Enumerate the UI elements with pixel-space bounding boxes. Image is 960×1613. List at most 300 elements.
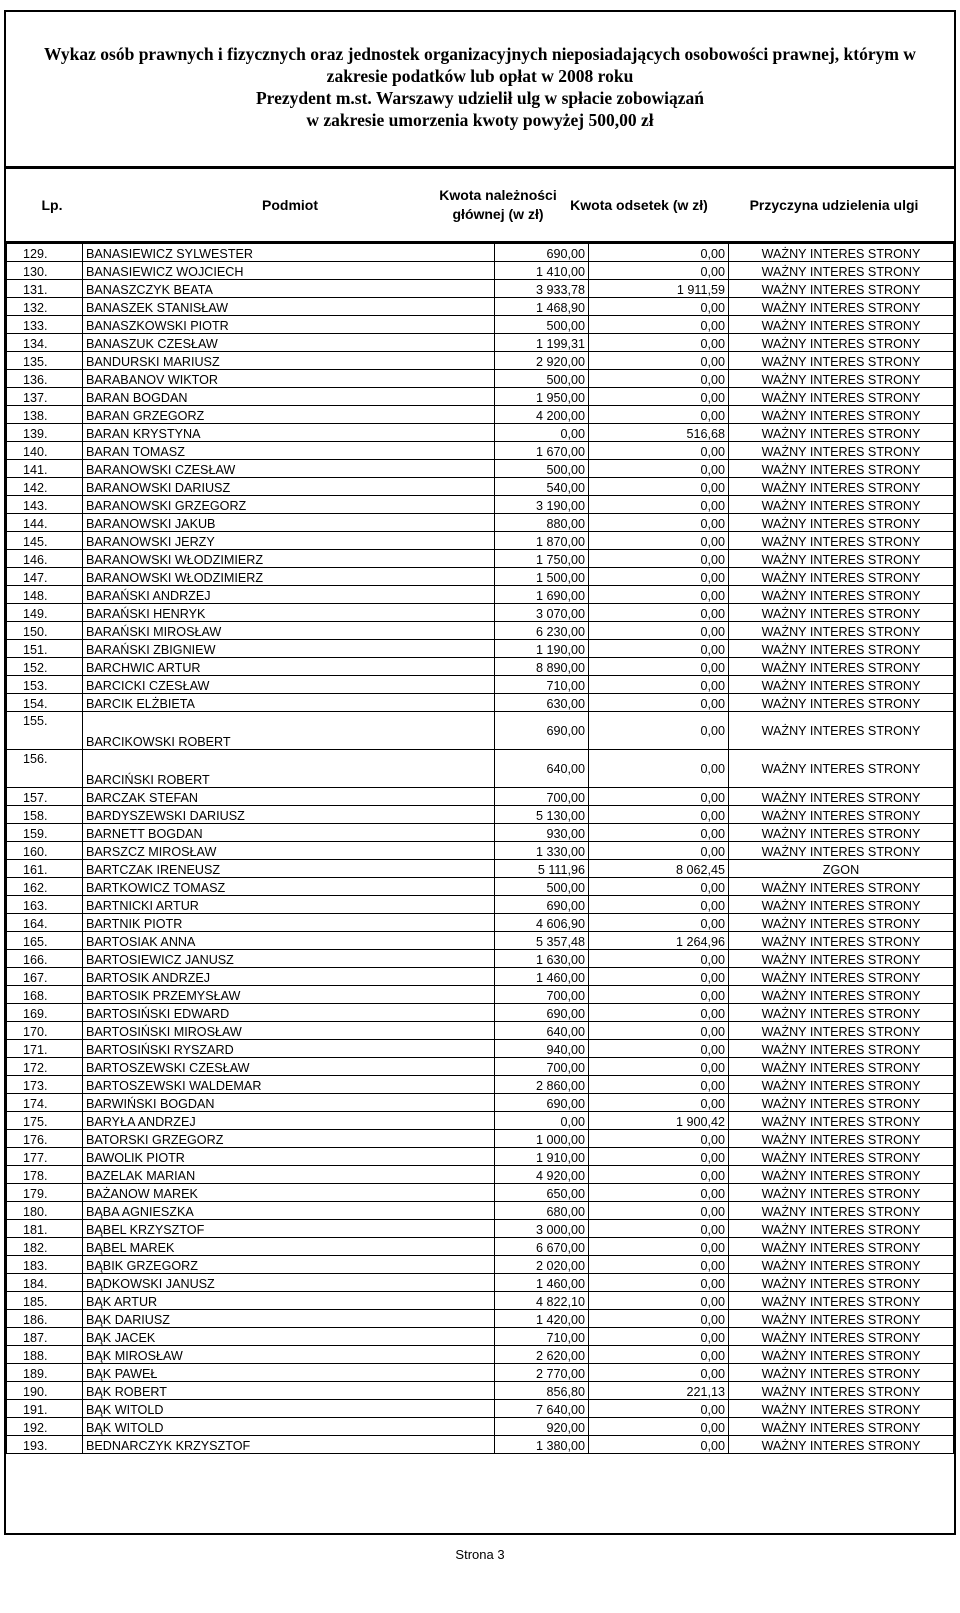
table-row	[7, 1328, 954, 1346]
row-lp: 152.	[7, 658, 83, 676]
row-odsetki: 0,00	[589, 986, 729, 1004]
row-name: BANASZEK STANISŁAW	[83, 298, 495, 316]
row-kwota: 700,00	[495, 788, 589, 806]
row-odsetki: 0,00	[589, 370, 729, 388]
table-row	[7, 750, 954, 788]
row-odsetki: 0,00	[589, 694, 729, 712]
row-kwota: 680,00	[495, 1202, 589, 1220]
row-lp: 147.	[7, 568, 83, 586]
row-name: BANASZCZYK BEATA	[83, 280, 495, 298]
table-row	[7, 824, 954, 842]
row-przyczyna: WAŻNY INTERES STRONY	[729, 1022, 954, 1040]
row-kwota: 2 860,00	[495, 1076, 589, 1094]
row-lp: 187.	[7, 1328, 83, 1346]
row-odsetki: 0,00	[589, 460, 729, 478]
row-name: BARTOSIŃSKI EDWARD	[83, 1004, 495, 1022]
row-kwota: 6 670,00	[495, 1238, 589, 1256]
row-odsetki: 0,00	[589, 586, 729, 604]
row-name: BANASIEWICZ WOJCIECH	[83, 262, 495, 280]
row-name: BARCIKOWSKI ROBERT	[83, 712, 495, 750]
row-kwota: 940,00	[495, 1040, 589, 1058]
row-lp: 148.	[7, 586, 83, 604]
row-odsetki: 0,00	[589, 1274, 729, 1292]
row-kwota: 690,00	[495, 896, 589, 914]
row-odsetki: 0,00	[589, 244, 729, 262]
row-kwota: 4 200,00	[495, 406, 589, 424]
row-name: BARTKOWICZ TOMASZ	[83, 878, 495, 896]
row-kwota: 640,00	[495, 750, 589, 788]
row-przyczyna: WAŻNY INTERES STRONY	[729, 788, 954, 806]
row-lp: 193.	[7, 1436, 83, 1454]
row-przyczyna: WAŻNY INTERES STRONY	[729, 388, 954, 406]
table-row	[7, 1022, 954, 1040]
row-lp: 173.	[7, 1076, 83, 1094]
row-odsetki: 0,00	[589, 604, 729, 622]
row-przyczyna: WAŻNY INTERES STRONY	[729, 1328, 954, 1346]
row-lp: 146.	[7, 550, 83, 568]
row-kwota: 2 920,00	[495, 352, 589, 370]
row-przyczyna: ZGON	[729, 860, 954, 878]
row-przyczyna: WAŻNY INTERES STRONY	[729, 568, 954, 586]
row-przyczyna: WAŻNY INTERES STRONY	[729, 244, 954, 262]
row-name: BARTNIK PIOTR	[83, 914, 495, 932]
table-row	[7, 1400, 954, 1418]
row-kwota: 500,00	[495, 316, 589, 334]
row-lp: 165.	[7, 932, 83, 950]
row-lp: 188.	[7, 1346, 83, 1364]
row-name: BAŻANOW MAREK	[83, 1184, 495, 1202]
table-row	[7, 1040, 954, 1058]
row-lp: 140.	[7, 442, 83, 460]
row-lp: 186.	[7, 1310, 83, 1328]
table-row	[7, 1166, 954, 1184]
row-name: BARAŃSKI ZBIGNIEW	[83, 640, 495, 658]
row-odsetki: 0,00	[589, 1292, 729, 1310]
table-row	[7, 424, 954, 442]
row-przyczyna: WAŻNY INTERES STRONY	[729, 604, 954, 622]
table-row	[7, 622, 954, 640]
table-row	[7, 388, 954, 406]
row-kwota: 3 070,00	[495, 604, 589, 622]
row-kwota: 5 357,48	[495, 932, 589, 950]
row-przyczyna: WAŻNY INTERES STRONY	[729, 298, 954, 316]
row-przyczyna: WAŻNY INTERES STRONY	[729, 1256, 954, 1274]
table-row	[7, 460, 954, 478]
row-name: BARAN GRZEGORZ	[83, 406, 495, 424]
row-kwota: 5 130,00	[495, 806, 589, 824]
row-przyczyna: WAŻNY INTERES STRONY	[729, 842, 954, 860]
row-kwota: 2 020,00	[495, 1256, 589, 1274]
row-kwota: 2 620,00	[495, 1346, 589, 1364]
row-odsetki: 0,00	[589, 1400, 729, 1418]
row-lp: 134.	[7, 334, 83, 352]
row-lp: 141.	[7, 460, 83, 478]
row-kwota: 6 230,00	[495, 622, 589, 640]
row-name: BATORSKI GRZEGORZ	[83, 1130, 495, 1148]
table-row	[7, 914, 954, 932]
row-name: BARAN TOMASZ	[83, 442, 495, 460]
row-lp: 190.	[7, 1382, 83, 1400]
row-odsetki: 0,00	[589, 1094, 729, 1112]
row-lp: 138.	[7, 406, 83, 424]
table-row	[7, 1292, 954, 1310]
row-lp: 191.	[7, 1400, 83, 1418]
row-kwota: 1 000,00	[495, 1130, 589, 1148]
table-row	[7, 878, 954, 896]
table-row	[7, 442, 954, 460]
table-row	[7, 604, 954, 622]
table-row	[7, 806, 954, 824]
row-przyczyna: WAŻNY INTERES STRONY	[729, 334, 954, 352]
table-row	[7, 1310, 954, 1328]
row-odsetki: 0,00	[589, 1166, 729, 1184]
row-kwota: 4 606,90	[495, 914, 589, 932]
row-name: BARANOWSKI CZESŁAW	[83, 460, 495, 478]
row-lp: 154.	[7, 694, 83, 712]
table-row	[7, 1238, 954, 1256]
row-name: BARANOWSKI JAKUB	[83, 514, 495, 532]
table-row	[7, 1382, 954, 1400]
row-przyczyna: WAŻNY INTERES STRONY	[729, 1094, 954, 1112]
row-lp: 133.	[7, 316, 83, 334]
row-przyczyna: WAŻNY INTERES STRONY	[729, 712, 954, 750]
row-lp: 177.	[7, 1148, 83, 1166]
row-odsetki: 0,00	[589, 514, 729, 532]
row-odsetki: 0,00	[589, 1184, 729, 1202]
row-name: BARCIŃSKI ROBERT	[83, 750, 495, 788]
row-przyczyna: WAŻNY INTERES STRONY	[729, 316, 954, 334]
table-row	[7, 788, 954, 806]
row-przyczyna: WAŻNY INTERES STRONY	[729, 1274, 954, 1292]
row-przyczyna: WAŻNY INTERES STRONY	[729, 1112, 954, 1130]
row-lp: 149.	[7, 604, 83, 622]
row-name: BĄK WITOLD	[83, 1418, 495, 1436]
row-kwota: 5 111,96	[495, 860, 589, 878]
row-name: BARDYSZEWSKI DARIUSZ	[83, 806, 495, 824]
row-odsetki: 516,68	[589, 424, 729, 442]
row-przyczyna: WAŻNY INTERES STRONY	[729, 460, 954, 478]
row-odsetki: 0,00	[589, 676, 729, 694]
row-name: BARTOSIAK ANNA	[83, 932, 495, 950]
table-row	[7, 316, 954, 334]
row-lp: 142.	[7, 478, 83, 496]
column-header-przyczyna: Przyczyna udzielenia ulgi	[749, 196, 919, 213]
row-name: BĄDKOWSKI JANUSZ	[83, 1274, 495, 1292]
row-przyczyna: WAŻNY INTERES STRONY	[729, 1058, 954, 1076]
row-odsetki: 0,00	[589, 352, 729, 370]
row-przyczyna: WAŻNY INTERES STRONY	[729, 932, 954, 950]
row-lp: 178.	[7, 1166, 83, 1184]
row-lp: 180.	[7, 1202, 83, 1220]
row-przyczyna: WAŻNY INTERES STRONY	[729, 496, 954, 514]
row-name: BĄK ROBERT	[83, 1382, 495, 1400]
row-przyczyna: WAŻNY INTERES STRONY	[729, 658, 954, 676]
row-przyczyna: WAŻNY INTERES STRONY	[729, 950, 954, 968]
row-odsetki: 0,00	[589, 1220, 729, 1238]
table-row	[7, 586, 954, 604]
row-lp: 150.	[7, 622, 83, 640]
row-kwota: 856,80	[495, 1382, 589, 1400]
row-lp: 130.	[7, 262, 83, 280]
row-odsetki: 0,00	[589, 1004, 729, 1022]
row-przyczyna: WAŻNY INTERES STRONY	[729, 1400, 954, 1418]
table-row	[7, 676, 954, 694]
row-odsetki: 0,00	[589, 1076, 729, 1094]
row-lp: 161.	[7, 860, 83, 878]
row-lp: 156.	[7, 750, 83, 788]
title-line: zakresie podatków lub opłat w 2008 roku	[326, 65, 634, 86]
table-row	[7, 932, 954, 950]
row-name: BARSZCZ MIROSŁAW	[83, 842, 495, 860]
row-name: BĄBIK GRZEGORZ	[83, 1256, 495, 1274]
row-lp: 129.	[7, 244, 83, 262]
row-kwota: 1 630,00	[495, 950, 589, 968]
table-row	[7, 658, 954, 676]
row-lp: 189.	[7, 1364, 83, 1382]
row-name: BARTOSIŃSKI RYSZARD	[83, 1040, 495, 1058]
row-przyczyna: WAŻNY INTERES STRONY	[729, 1382, 954, 1400]
row-lp: 166.	[7, 950, 83, 968]
row-name: BARTOSIEWICZ JANUSZ	[83, 950, 495, 968]
table-row	[7, 352, 954, 370]
row-name: BARANOWSKI WŁODZIMIERZ	[83, 550, 495, 568]
table-row	[7, 1094, 954, 1112]
row-przyczyna: WAŻNY INTERES STRONY	[729, 406, 954, 424]
row-przyczyna: WAŻNY INTERES STRONY	[729, 1148, 954, 1166]
row-przyczyna: WAŻNY INTERES STRONY	[729, 370, 954, 388]
row-przyczyna: WAŻNY INTERES STRONY	[729, 968, 954, 986]
row-name: BARTOSIK ANDRZEJ	[83, 968, 495, 986]
row-kwota: 1 460,00	[495, 1274, 589, 1292]
row-lp: 164.	[7, 914, 83, 932]
row-lp: 163.	[7, 896, 83, 914]
row-kwota: 3 190,00	[495, 496, 589, 514]
relief-table	[6, 243, 954, 1454]
row-kwota: 1 410,00	[495, 262, 589, 280]
row-kwota: 1 190,00	[495, 640, 589, 658]
row-odsetki: 0,00	[589, 750, 729, 788]
row-przyczyna: WAŻNY INTERES STRONY	[729, 806, 954, 824]
row-kwota: 3 933,78	[495, 280, 589, 298]
table-row	[7, 1364, 954, 1382]
table-row	[7, 1130, 954, 1148]
row-lp: 181.	[7, 1220, 83, 1238]
row-lp: 135.	[7, 352, 83, 370]
row-name: BARCICKI CZESŁAW	[83, 676, 495, 694]
row-odsetki: 0,00	[589, 1310, 729, 1328]
row-kwota: 920,00	[495, 1418, 589, 1436]
row-przyczyna: WAŻNY INTERES STRONY	[729, 1220, 954, 1238]
table-row	[7, 1076, 954, 1094]
row-lp: 169.	[7, 1004, 83, 1022]
row-name: BARANOWSKI GRZEGORZ	[83, 496, 495, 514]
row-name: BARTOSZEWSKI CZESŁAW	[83, 1058, 495, 1076]
table-row	[7, 842, 954, 860]
row-przyczyna: WAŻNY INTERES STRONY	[729, 280, 954, 298]
row-kwota: 930,00	[495, 824, 589, 842]
table-row	[7, 478, 954, 496]
row-kwota: 700,00	[495, 986, 589, 1004]
row-odsetki: 0,00	[589, 442, 729, 460]
table-row	[7, 280, 954, 298]
row-kwota: 710,00	[495, 1328, 589, 1346]
row-name: BĄK PAWEŁ	[83, 1364, 495, 1382]
table-row	[7, 496, 954, 514]
row-przyczyna: WAŻNY INTERES STRONY	[729, 676, 954, 694]
row-name: BARTOSIK PRZEMYSŁAW	[83, 986, 495, 1004]
row-przyczyna: WAŻNY INTERES STRONY	[729, 514, 954, 532]
row-odsetki: 0,00	[589, 406, 729, 424]
row-odsetki: 0,00	[589, 1022, 729, 1040]
row-lp: 185.	[7, 1292, 83, 1310]
row-lp: 172.	[7, 1058, 83, 1076]
row-kwota: 540,00	[495, 478, 589, 496]
row-odsetki: 0,00	[589, 1256, 729, 1274]
row-odsetki: 0,00	[589, 640, 729, 658]
row-lp: 168.	[7, 986, 83, 1004]
table-row	[7, 262, 954, 280]
row-przyczyna: WAŻNY INTERES STRONY	[729, 1292, 954, 1310]
row-lp: 158.	[7, 806, 83, 824]
row-kwota: 1 460,00	[495, 968, 589, 986]
table-row	[7, 950, 954, 968]
document-title	[6, 14, 954, 159]
column-header-lp: Lp.	[41, 196, 63, 213]
table-row	[7, 370, 954, 388]
row-lp: 176.	[7, 1130, 83, 1148]
row-kwota: 1 910,00	[495, 1148, 589, 1166]
row-kwota: 690,00	[495, 1094, 589, 1112]
title-line: w zakresie umorzenia kwoty powyżej 500,00 zł	[306, 109, 654, 130]
row-przyczyna: WAŻNY INTERES STRONY	[729, 1184, 954, 1202]
row-name: BĄBA AGNIESZKA	[83, 1202, 495, 1220]
row-odsetki: 0,00	[589, 388, 729, 406]
row-odsetki: 1 900,42	[589, 1112, 729, 1130]
row-name: BĄBEL MAREK	[83, 1238, 495, 1256]
row-kwota: 2 770,00	[495, 1364, 589, 1382]
row-odsetki: 0,00	[589, 968, 729, 986]
row-name: BANASIEWICZ SYLWESTER	[83, 244, 495, 262]
table-row	[7, 1436, 954, 1454]
row-kwota: 500,00	[495, 460, 589, 478]
table-row	[7, 860, 954, 878]
row-name: BAWOLIK PIOTR	[83, 1148, 495, 1166]
table-row	[7, 1058, 954, 1076]
row-lp: 153.	[7, 676, 83, 694]
row-lp: 155.	[7, 712, 83, 750]
row-kwota: 690,00	[495, 1004, 589, 1022]
table-row	[7, 244, 954, 262]
row-przyczyna: WAŻNY INTERES STRONY	[729, 1436, 954, 1454]
table-row	[7, 550, 954, 568]
row-kwota: 1 330,00	[495, 842, 589, 860]
row-przyczyna: WAŻNY INTERES STRONY	[729, 1166, 954, 1184]
row-odsetki: 0,00	[589, 1040, 729, 1058]
row-przyczyna: WAŻNY INTERES STRONY	[729, 986, 954, 1004]
table-row	[7, 1004, 954, 1022]
row-name: BĄK WITOLD	[83, 1400, 495, 1418]
table-row	[7, 968, 954, 986]
row-odsetki: 1 911,59	[589, 280, 729, 298]
row-odsetki: 0,00	[589, 1148, 729, 1166]
row-odsetki: 0,00	[589, 1364, 729, 1382]
row-odsetki: 0,00	[589, 914, 729, 932]
row-kwota: 710,00	[495, 676, 589, 694]
row-lp: 159.	[7, 824, 83, 842]
row-lp: 137.	[7, 388, 83, 406]
row-kwota: 690,00	[495, 712, 589, 750]
table-row	[7, 640, 954, 658]
row-odsetki: 0,00	[589, 1130, 729, 1148]
row-przyczyna: WAŻNY INTERES STRONY	[729, 1202, 954, 1220]
row-lp: 170.	[7, 1022, 83, 1040]
column-header-odsetki: Kwota odsetek (w zł)	[570, 196, 708, 213]
row-lp: 182.	[7, 1238, 83, 1256]
row-odsetki: 0,00	[589, 788, 729, 806]
row-odsetki: 8 062,45	[589, 860, 729, 878]
table-row	[7, 896, 954, 914]
row-name: BĄK DARIUSZ	[83, 1310, 495, 1328]
row-odsetki: 0,00	[589, 316, 729, 334]
row-przyczyna: WAŻNY INTERES STRONY	[729, 442, 954, 460]
table-row	[7, 334, 954, 352]
row-odsetki: 0,00	[589, 842, 729, 860]
table-row	[7, 532, 954, 550]
table-row	[7, 1148, 954, 1166]
row-przyczyna: WAŻNY INTERES STRONY	[729, 640, 954, 658]
row-kwota: 0,00	[495, 424, 589, 442]
row-lp: 160.	[7, 842, 83, 860]
row-odsetki: 0,00	[589, 896, 729, 914]
row-kwota: 1 500,00	[495, 568, 589, 586]
column-header-podmiot: Podmiot	[262, 196, 318, 213]
title-line: Prezydent m.st. Warszawy udzielił ulg w spłacie zobowiązań	[255, 87, 704, 108]
row-odsetki: 0,00	[589, 658, 729, 676]
row-lp: 183.	[7, 1256, 83, 1274]
row-name: BARAN BOGDAN	[83, 388, 495, 406]
row-kwota: 1 468,90	[495, 298, 589, 316]
row-name: BARCZAK STEFAN	[83, 788, 495, 806]
row-name: BĄK JACEK	[83, 1328, 495, 1346]
row-name: BARYŁA ANDRZEJ	[83, 1112, 495, 1130]
row-przyczyna: WAŻNY INTERES STRONY	[729, 824, 954, 842]
row-przyczyna: WAŻNY INTERES STRONY	[729, 622, 954, 640]
table-row	[7, 694, 954, 712]
row-name: BANDURSKI MARIUSZ	[83, 352, 495, 370]
title-line: Wykaz osób prawnych i fizycznych oraz jednostek organizacyjnych nieposiadających osobowości prawnej, którym w	[44, 43, 916, 64]
table-row	[7, 1184, 954, 1202]
row-kwota: 1 670,00	[495, 442, 589, 460]
row-przyczyna: WAŻNY INTERES STRONY	[729, 478, 954, 496]
row-lp: 132.	[7, 298, 83, 316]
relief-table-body	[7, 244, 954, 1454]
row-kwota: 1 870,00	[495, 532, 589, 550]
row-name: BARWIŃSKI BOGDAN	[83, 1094, 495, 1112]
table-row	[7, 1202, 954, 1220]
row-przyczyna: WAŻNY INTERES STRONY	[729, 1310, 954, 1328]
row-przyczyna: WAŻNY INTERES STRONY	[729, 1076, 954, 1094]
row-lp: 151.	[7, 640, 83, 658]
table-row	[7, 514, 954, 532]
row-kwota: 1 420,00	[495, 1310, 589, 1328]
row-przyczyna: WAŻNY INTERES STRONY	[729, 914, 954, 932]
row-odsetki: 0,00	[589, 806, 729, 824]
row-kwota: 500,00	[495, 878, 589, 896]
row-lp: 167.	[7, 968, 83, 986]
table-row	[7, 1220, 954, 1238]
row-kwota: 1 199,31	[495, 334, 589, 352]
row-name: BARABANOV WIKTOR	[83, 370, 495, 388]
